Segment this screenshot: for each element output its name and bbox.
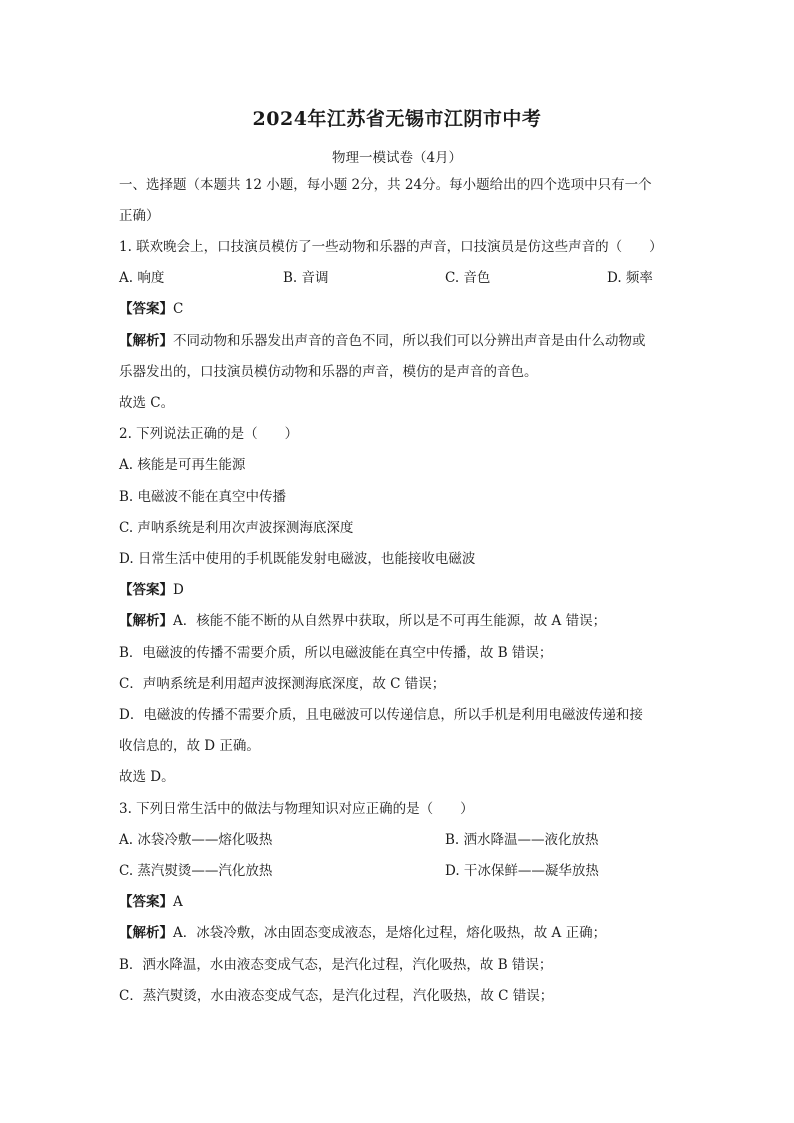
q2-answer — [119, 581, 184, 599]
answer-label: 【答案】 — [119, 301, 173, 317]
q1-analysis-line-1 — [119, 332, 646, 350]
document-title: 2024年江苏省无锡市江阴市中考 — [252, 108, 542, 130]
q2-analysis-line-4: D．电磁波的传播不需要介质，且电磁波可以传递信息，所以手机是利用电磁波传递和接 — [119, 707, 643, 723]
answer-label: 【答案】 — [119, 582, 173, 598]
q1-analysis-line-2: 乐器发出的，口技演员模仿动物和乐器的声音，模仿的是声音的音色。 — [119, 364, 538, 380]
answer-value: A — [173, 894, 183, 910]
analysis-text: A．核能不能不断的从自然界中获取，所以是不可再生能源，故 A 错误； — [173, 613, 607, 629]
document-subtitle: 物理一模试卷（4月） — [331, 150, 463, 166]
q1-stem: 1. 联欢晚会上，口技演员模仿了一些动物和乐器的声音，口技演员是仿这些声音的（ ） — [119, 239, 663, 255]
q2-option-c: C. 声呐系统是利用次声波探测海底深度 — [119, 520, 354, 536]
q1-conclusion: 故选 C。 — [119, 395, 175, 411]
q2-analysis-line-1 — [119, 612, 606, 630]
q3-option-a: A. 冰袋冷敷——熔化吸热 — [119, 832, 273, 848]
analysis-text: 不同动物和乐器发出声音的音色不同，所以我们可以分辨出声音是由什么动物或 — [173, 333, 646, 349]
q3-option-c: C. 蒸汽熨烫——汽化放热 — [119, 863, 273, 879]
analysis-label: 【解析】 — [119, 925, 173, 941]
section-heading-cont: 正确） — [119, 208, 160, 224]
analysis-label: 【解析】 — [119, 333, 173, 349]
q1-option-b: B. 音调 — [283, 270, 329, 286]
answer-label: 【答案】 — [119, 894, 173, 910]
q2-option-b: B. 电磁波不能在真空中传播 — [119, 489, 287, 505]
q1-option-d: D. 频率 — [607, 270, 653, 286]
q3-analysis-line-1 — [119, 924, 606, 942]
q2-analysis-line-2: B．电磁波的传播不需要介质，所以电磁波能在真空中传播，故 B 错误； — [119, 645, 553, 661]
q3-stem: 3. 下列日常生活中的做法与物理知识对应正确的是（ ） — [119, 801, 474, 817]
analysis-label: 【解析】 — [119, 613, 173, 629]
q1-option-a: A. 响度 — [119, 270, 165, 286]
analysis-text: A．冰袋冷敷，冰由固态变成液态，是熔化过程，熔化吸热，故 A 正确； — [173, 925, 607, 941]
q3-analysis-line-2: B．洒水降温，水由液态变成气态，是汽化过程，汽化吸热，故 B 错误； — [119, 957, 553, 973]
q2-analysis-line-5: 收信息的，故 D 正确。 — [119, 738, 260, 754]
answer-value: D — [173, 582, 184, 598]
q3-analysis-line-3: C．蒸汽熨烫，水由液态变成气态，是汽化过程，汽化吸热，故 C 错误； — [119, 988, 554, 1004]
q1-answer — [119, 300, 183, 318]
q2-analysis-line-3: C．声呐系统是利用超声波探测海底深度，故 C 错误； — [119, 676, 446, 692]
answer-value: C — [173, 301, 184, 317]
q2-conclusion: 故选 D。 — [119, 769, 175, 785]
q2-stem: 2. 下列说法正确的是（ ） — [119, 426, 299, 442]
q3-answer — [119, 893, 183, 911]
section-heading: 一、选择题（本题共 12 小题，每小题 2分，共 24分。每小题给出的四个选项中只有一个 — [119, 177, 652, 193]
q2-option-a: A. 核能是可再生能源 — [119, 457, 246, 473]
q1-option-c: C. 音色 — [445, 270, 491, 286]
q3-option-d: D. 干冰保鲜——凝华放热 — [445, 863, 599, 879]
q3-option-b: B. 洒水降温——液化放热 — [445, 832, 599, 848]
q2-option-d: D. 日常生活中使用的手机既能发射电磁波，也能接收电磁波 — [119, 551, 476, 567]
